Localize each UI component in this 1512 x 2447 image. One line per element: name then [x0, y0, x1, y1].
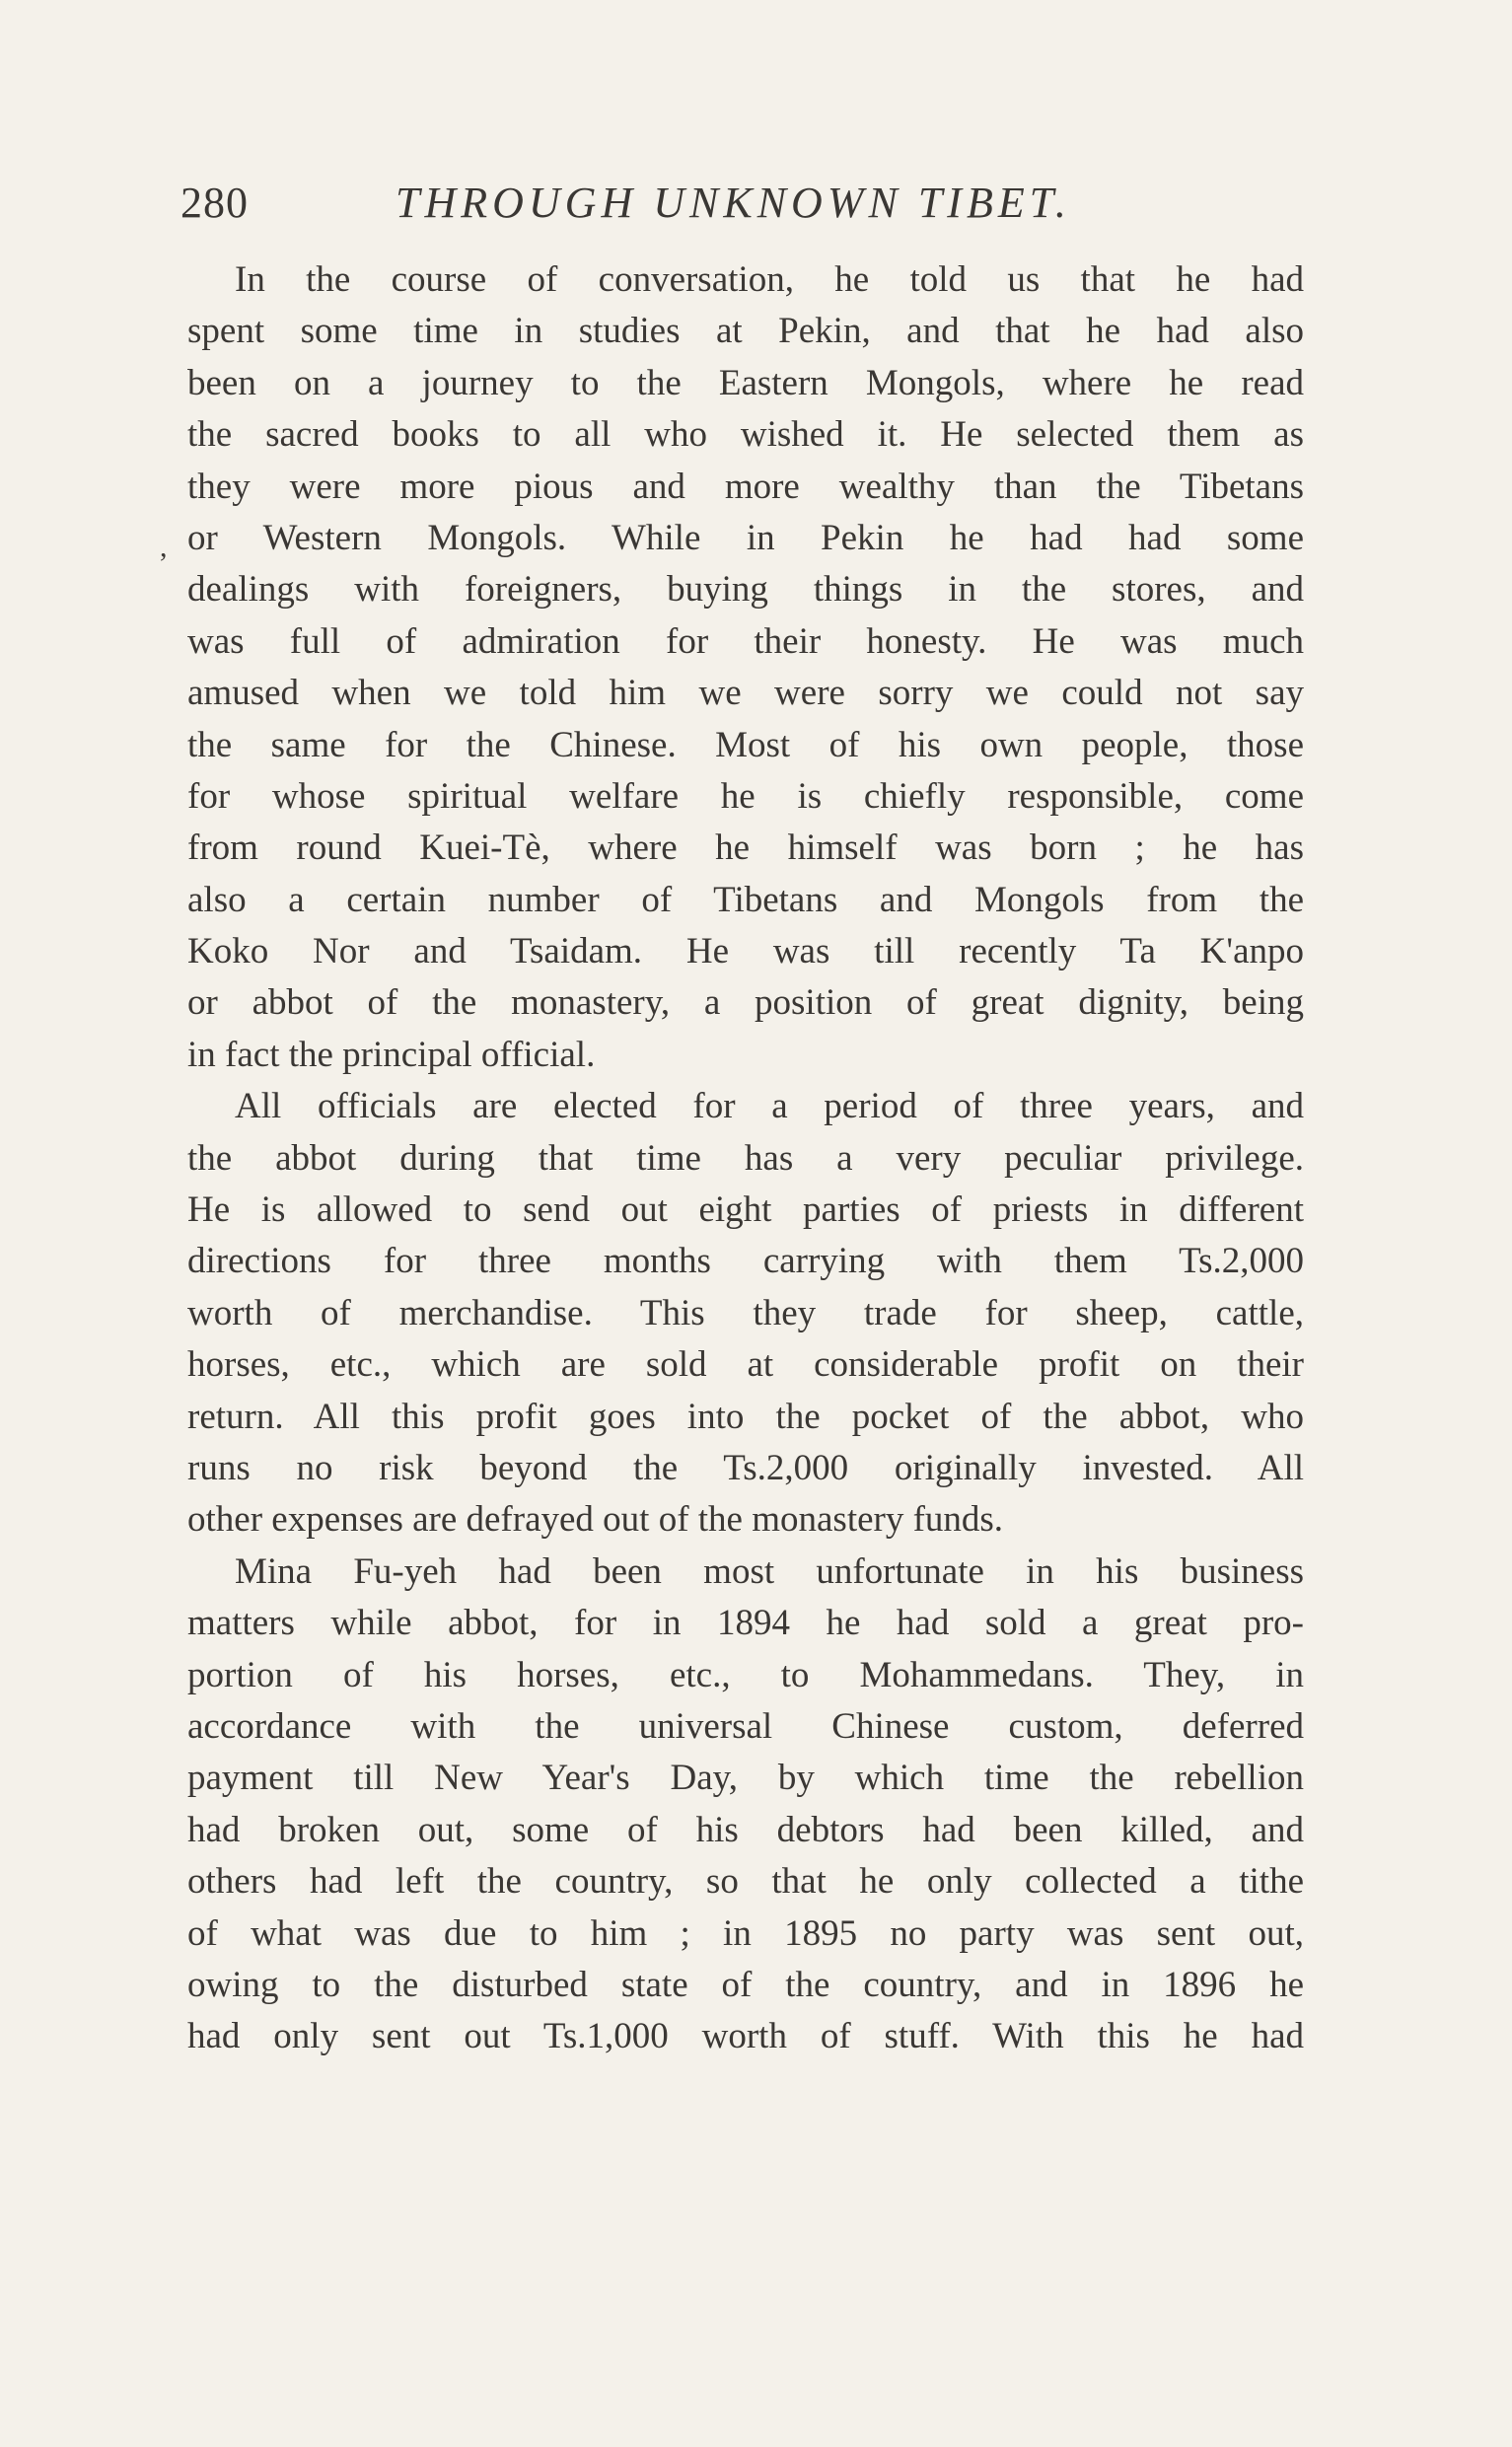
text-line: directions for three months carrying with them Ts.2,000	[187, 1241, 1304, 1282]
page-number: 280	[180, 179, 249, 227]
text-line: In the course of conversation, he told us that he had	[235, 259, 1304, 300]
text-line: return. All this profit goes into the pocket of the abbot, who	[187, 1396, 1304, 1437]
margin-mark: ,	[160, 531, 168, 563]
text-line: Koko Nor and Tsaidam. He was till recently Ta K'anpo	[187, 931, 1304, 972]
text-line: All officials are elected for a period of three years, and	[235, 1086, 1304, 1127]
text-line: other expenses are defrayed out of the monastery funds.	[187, 1499, 1004, 1541]
text-line: was full of admiration for their honesty. He was much	[187, 620, 1304, 662]
text-line: or Western Mongols. While in Pekin he had had some	[187, 517, 1304, 558]
text-line: portion of his horses, etc., to Mohammedans. They, in	[187, 1654, 1304, 1695]
text-line: also a certain number of Tibetans and Mongols from the	[187, 879, 1304, 920]
text-line: accordance with the universal Chinese custom, deferred	[187, 1705, 1304, 1747]
text-line: Mina Fu-yeh had been most unfortunate in his business	[235, 1550, 1304, 1592]
text-line: payment till New Year's Day, by which time the rebellion	[187, 1758, 1304, 1799]
text-line: for whose spiritual welfare he is chiefly responsible, come	[187, 775, 1304, 817]
text-line: they were more pious and more wealthy than the Tibetans	[187, 466, 1304, 507]
body-text	[187, 254, 1304, 2063]
text-line: worth of merchandise. This they trade for sheep, cattle,	[187, 1292, 1304, 1333]
text-line: or abbot of the monastery, a position of great dignity, being	[187, 982, 1304, 1024]
text-line: the abbot during that time has a very peculiar privilege.	[187, 1137, 1304, 1179]
text-line: matters while abbot, for in 1894 he had sold a great pro-	[187, 1603, 1304, 1644]
text-line: of what was due to him ; in 1895 no party was sent out,	[187, 1912, 1304, 1954]
running-title: THROUGH UNKNOWN TIBET.	[396, 179, 1071, 227]
text-line: in fact the principal official.	[187, 1034, 596, 1075]
running-head	[180, 174, 1295, 233]
text-line: horses, etc., which are sold at considerable profit on their	[187, 1344, 1304, 1386]
text-line: runs no risk beyond the Ts.2,000 originally invested. All	[187, 1447, 1304, 1488]
text-line: the sacred books to all who wished it. He selected them as	[187, 414, 1304, 456]
text-line: dealings with foreigners, buying things in the stores, and	[187, 569, 1304, 611]
text-line: spent some time in studies at Pekin, and that he had also	[187, 311, 1304, 352]
text-line: owing to the disturbed state of the country, and in 1896 he	[187, 1964, 1304, 2005]
text-line: the same for the Chinese. Most of his own people, those	[187, 724, 1304, 765]
text-line: others had left the country, so that he only collected a tithe	[187, 1861, 1304, 1903]
text-line: had broken out, some of his debtors had been killed, and	[187, 1809, 1304, 1850]
text-line: amused when we told him we were sorry we could not say	[187, 673, 1304, 714]
text-line: from round Kuei-Tè, where he himself was born ; he has	[187, 828, 1304, 869]
text-line: been on a journey to the Eastern Mongols, where he read	[187, 362, 1304, 403]
text-line: He is allowed to send out eight parties of priests in different	[187, 1189, 1304, 1231]
text-line: had only sent out Ts.1,000 worth of stuff. With this he had	[187, 2016, 1304, 2057]
